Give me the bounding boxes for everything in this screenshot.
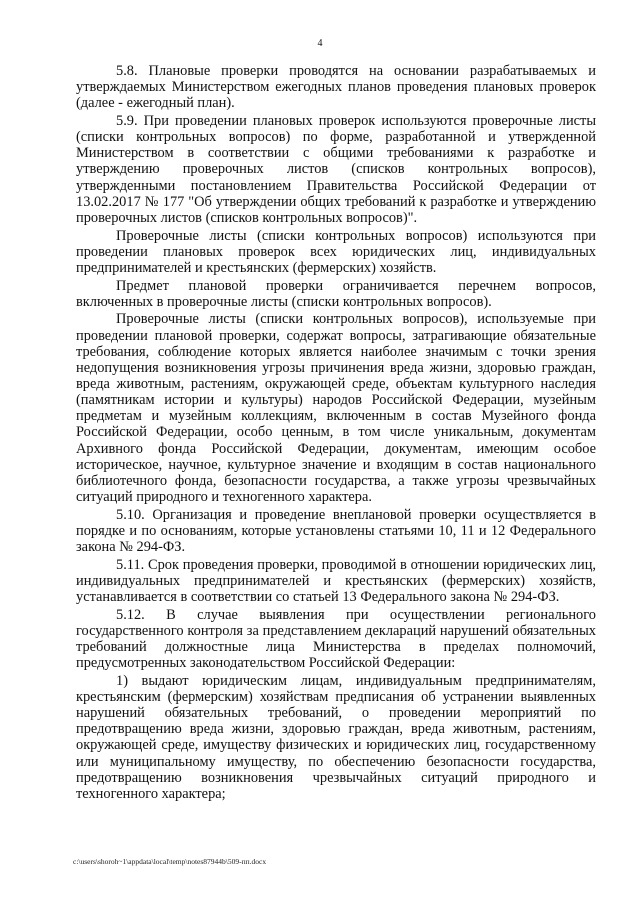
page-number: 4	[317, 38, 323, 49]
paragraph-5-10: 5.10. Организация и проведение внеплановой проверки осуществляется в порядке и по основаниям, которые установлены статьями 10, 11 и 12 Федерального закона № 294-ФЗ.	[76, 506, 596, 556]
paragraph-5-9: 5.9. При проведении плановых проверок используются проверочные листы (списки контрольных вопросов) по форме, разработанной и утвержденной Министерством в соответствии с общими требованиями к разработке и утверждению проверочных листов (списков контрольных вопросов), утвержденными постановлением Правительства Российской Федерации от 13.02.2017 № 177 "Об утверждении общих требований к разработке и утверждению проверочных листов (списков контрольных вопросов)".	[76, 112, 596, 226]
paragraph-5-12-item-1: 1) выдают юридическим лицам, индивидуальным предпринимателям, крестьянским (фермерским) хозяйствам предписания об устранении выявленных нарушений обязательных требований, о проведении мероприятий по предотвращению вреда жизни, здоровью граждан, вреда животным, растениям, окружающей среде, имуществу физических и юридических лиц, государственному или муниципальному имуществу, по обеспечению безопасности государства, предотвращению возникновения чрезвычайных ситуаций природного и техногенного характера;	[76, 672, 596, 802]
document-body	[76, 63, 596, 802]
paragraph-inspection-subject: Предмет плановой проверки ограничивается перечнем вопросов, включенных в проверочные листы (списки контрольных вопросов).	[76, 277, 596, 310]
paragraph-5-11: 5.11. Срок проведения проверки, проводимой в отношении юридических лиц, индивидуальных предпринимателей и крестьянских (фермерских) хозяйств, устанавливается в соответствии со статьей 13 Федерального закона № 294-ФЗ.	[76, 556, 596, 605]
footer-file-path: c:\users\shoroh~1\appdata\local\temp\notes87944b\509-пп.docx	[73, 857, 267, 866]
paragraph-5-8: 5.8. Плановые проверки проводятся на основании разрабатываемых и утверждаемых Министерством ежегодных планов проведения плановых проверок (далее - ежегодный план).	[76, 63, 596, 112]
paragraph-checklists-content: Проверочные листы (списки контрольных вопросов), используемые при проведении плановой проверки, содержат вопросы, затрагивающие обязательные требования, соблюдение которых является наиболее значимым с точки зрения недопущения возникновения угрозы причинения вреда жизни, здоровью граждан, вреда животным, растениям, окружающей среде, объектам культурного наследия (памятникам истории и культуры) народов Российской Федерации, музейным предметам и музейным коллекциям, включенным в состав Музейного фонда Российской Федерации, особо ценным, в том числе уникальным, документам Архивного фонда Российской Федерации, документам, имеющим особое историческое, научное, культурное значение и входящим в состав национального библиотечного фонда, безопасности государства, а также угрозы чрезвычайных ситуаций природного и техногенного характера.	[76, 311, 596, 506]
paragraph-5-12: 5.12. В случае выявления при осуществлении регионального государственного контроля за представлением деклараций нарушений обязательных требований должностные лица Министерства в пределах полномочий, предусмотренных законодательством Российской Федерации:	[76, 606, 596, 672]
paragraph-checklists-usage: Проверочные листы (списки контрольных вопросов) используются при проведении плановых проверок всех юридических лиц, индивидуальных предпринимателей и крестьянских (фермерских) хозяйств.	[76, 227, 596, 276]
